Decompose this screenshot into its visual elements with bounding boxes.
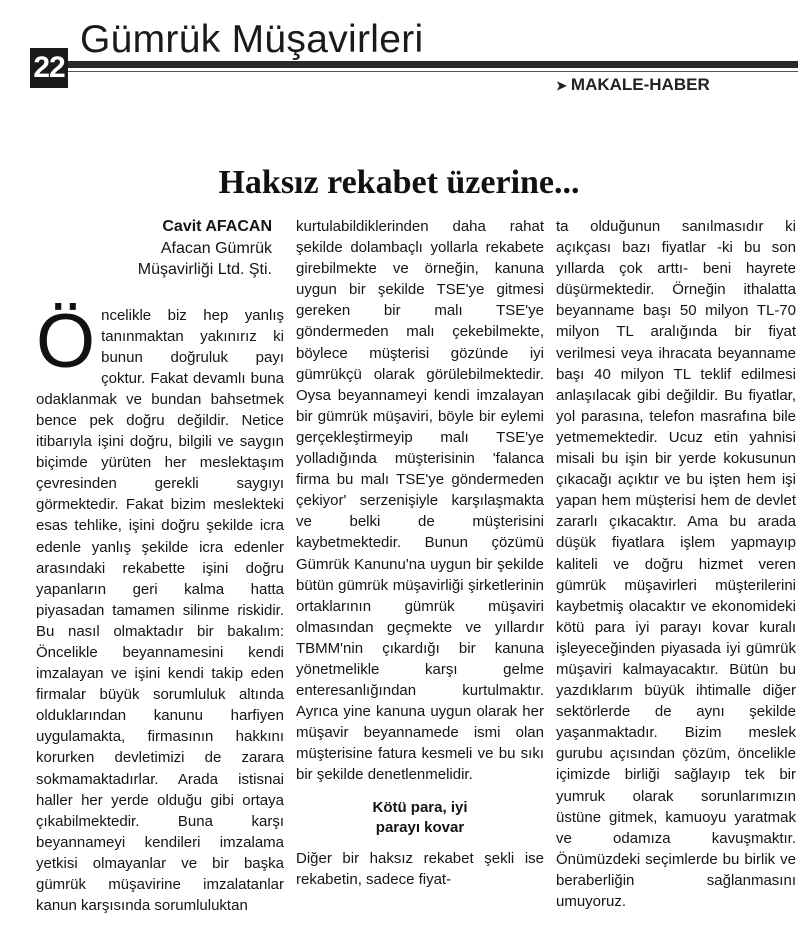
section-label-text: MAKALE-HABER: [570, 75, 710, 94]
author-block: [36, 216, 272, 281]
section-label: [556, 74, 710, 97]
article-text-col1: ncelikle biz hep yanlış tanınmaktan yakınırız ki bunun doğruluk payı çoktur. Fakat devamlı buna odaklanmak ve bundan bahsetmek bence pek doğru değildir. Netice itibarıyla işini doğru, bilgili ve saygın biçimde yürüten her meslektaşım çevresinden gerekli saygıyı görmektedir. Fakat bizim meslekteki esas tehlike, işini doğru şekilde icra edenle yanlış şekilde icra edenler arasındaki rekabette işini doğru yapanların geri kalma hatta piyasadan tamamen silinme riskidir. Bu nasıl olmaktadır bir bakalım: Öncelikle beyannamesini kendi imzalayan ve işini kendi takip eden firmalar büyük sorumluluk altında olduklarından kanunu harfiyen uygulamakta, firmasının hakkını korurken devletimizi de zarara sokmamaktadırlar. Arada istisnai haller her yerde olduğu gibi ortaya çıkabilmektedir. Buna karşı beyannameyi kendileri imzalama yetkisi olmayanlar ve bir başka gümrük müşavirine imzalatanlar kanun karşısında sorumluluktan: [36, 306, 284, 915]
article-text-col2-after: Diğer bir haksız rekabet şekli ise rekabetin, sadece fiyat-: [296, 849, 544, 888]
author-affiliation-2: Müşavirliği Ltd. Şti.: [137, 261, 272, 278]
author-affiliation-1: Afacan Gümrük: [160, 239, 272, 257]
article-column-3: [556, 216, 796, 912]
article-paragraph-1: [36, 298, 284, 917]
article-column-1: [36, 216, 284, 916]
article-column-2: [296, 216, 544, 890]
subheading-line-2: parayı kovar: [375, 818, 465, 836]
magazine-title: Gümrük Müşavirleri: [80, 18, 424, 61]
subheading-line-1: Kötü para, iyi: [372, 798, 468, 816]
header-rule-thick: [68, 61, 798, 68]
article-subheading: [296, 798, 544, 838]
article-headline: Haksız rekabet üzerine...: [218, 164, 580, 201]
article-text-col2: kurtulabildiklerinden daha rahat şekilde dolambaçlı yollarla rekabete girebilmekte ve örneğin, kanuna uygun bir şekilde TSE'ye gitmesi gereken bir malı TSE'ye göndermeden malı çekebilmekte, böylece müşterisi gözünde iyi gümrükçü olarak görülebilmektedir. Oysa beyannameyi kendi imzalayan bir gümrük müşaviri, böyle bir eylemi gerçekleştirmeyip malı TSE'ye yolladığında müşterisinin 'falanca firma bu malı TSE'ye göndermeden çekiyor' serzenişiyle karşılaşmakta ve belki de müşterisini kaybetmektedir. Bunun çözümü Gümrük Kanunu'na uygun bir şekilde bütün gümrük müşavirliği şirketlerinin ortaklarının gümrük müşaviri olmasından geçmekte ve yıllardır TBMM'nin çıkardığı bir kanuna yönetmelikle karşı gelme enteresanlığından kurtulmaktır. Ayrıca yine kanuna uygun olarak her müşavir beyannamede ismi olan müşterisine fatura kesmeli ve bu sıkı bir şekilde denetlenmelidir.: [296, 218, 544, 784]
author-name: Cavit AFACAN: [162, 218, 272, 235]
article-text-col3: ta olduğunun sanılmasıdır ki açıkçası bazı fiyatlar -ki bu son yıllarda çok arttı- beni hayrete düşürmektedir. Örneğin ithalatta beyanname başı 50 milyon TL-70 milyon TL aralığında bir fiyat verilmesi veya ihracata beyanname başı 40 milyon TL teklif edilmesi anlaşılacak gibi değildir. Bu fiyatlar, yol parasına, telefon masrafına bile yetmemektedir. Ucuz etin yahnisi misali bu işin bir yerde kokusunun çıkacağı açıktır ve bu işten hem işi yapan hem müşterisi hem de devlet zararlı çıkacaktır. Ama bu arada düşük fiyatlara işlem yapmayıp kaliteli ve doğru hizmet veren gümrük müşavirleri müşterilerini kaybetmiş olacaktır ve ekonomideki kötü para iyi parayı kovar kuralı işleyeceğinden piyasada iyi gümrük müşaviri kalmayacaktır. Bütün bu yazdıklarım büyük ihtimalle diğer sektörlerde de aynı şekilde yaşanmaktadır. Bizim meslek gurubu açısından çözüm, öncelikle içimizde birliği sağlayıp tek bir yumruk olarak sorunlarımızın üstüne gitmek, kamuoyu yaratmak ve odamıza kavuşmaktır. Önümüzdeki seçimlerde bu birlik ve beraberliğin sağlanmasını umuyoruz.: [556, 218, 796, 910]
page-number: 22: [30, 48, 68, 88]
header-rule-thin: [68, 71, 798, 72]
arrow-icon: ➤: [556, 78, 567, 93]
dropcap: Ö: [36, 298, 96, 384]
